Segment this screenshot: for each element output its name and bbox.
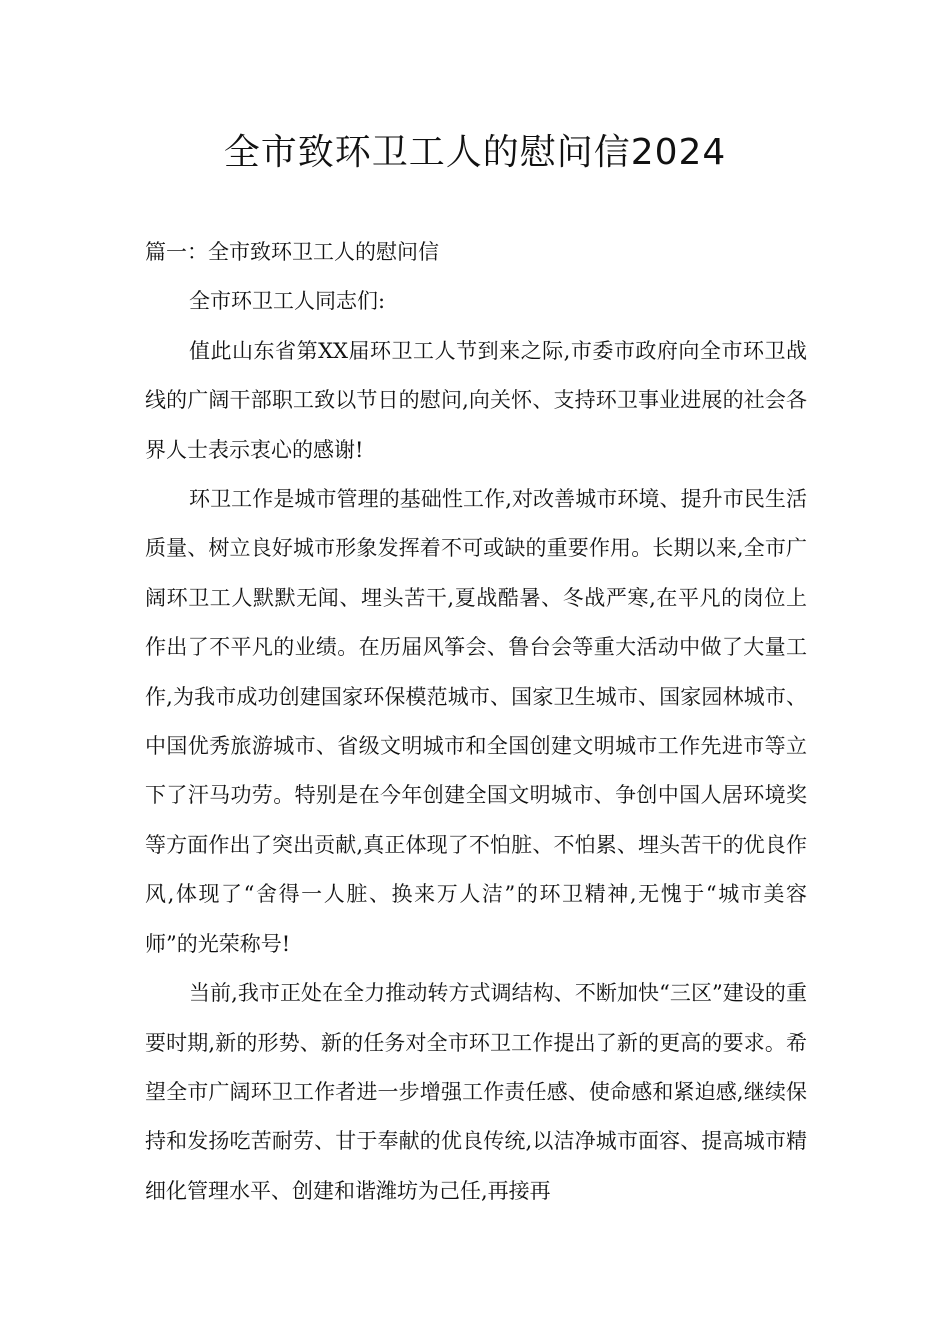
document-body <box>145 228 807 1216</box>
salutation: 全市环卫工人同志们: <box>189 289 386 314</box>
paragraph: 当前,我市正处在全力推动转方式调结构、不断加快“三区”建设的重要时期,新的形势、新的任务对全市环卫工作提出了新的更高的要求。希望全市广阔环卫工作者进一步增强工作责任感、使命感和紧迫感,继续保持和发扬吃苦耐劳、甘于奉献的优良传统,以洁净城市面容、提高城市精细化管理水平、创建和谐潍坊为己任,再接再 <box>145 981 807 1203</box>
document-title: 全市致环卫工人的慰问信2024 <box>223 132 727 173</box>
paragraph: 环卫工作是城市管理的基础性工作,对改善城市环境、提升市民生活质量、树立良好城市形象发挥着不可或缺的重要作用。长期以来,全市广阔环卫工人默默无闻、埋头苦干,夏战酷暑、冬战严寒,在平凡的岗位上作出了不平凡的业绩。在历届风筝会、鲁台会等重大活动中做了大量工作,为我市成功创建国家环保模范城市、国家卫生城市、国家园林城市、中国优秀旅游城市、省级文明城市和全国创建文明城市工作先进市等立下了汗马功劳。特别是在今年创建全国文明城市、争创中国人居环境奖等方面作出了突出贡献,真正体现了不怕脏、不怕累、埋头苦干的优良作风,体现了“舍得一人脏、换来万人洁”的环卫精神,无愧于“城市美容师”的光荣称号! <box>145 487 807 956</box>
section-heading: 篇一：全市致环卫工人的慰问信 <box>145 240 439 264</box>
paragraph: 值此山东省第XX届环卫工人节到来之际,市委市政府向全市环卫战线的广阔干部职工致以节日的慰问,向关怀、支持环卫事业进展的社会各界人士表示衷心的感谢! <box>145 338 807 462</box>
